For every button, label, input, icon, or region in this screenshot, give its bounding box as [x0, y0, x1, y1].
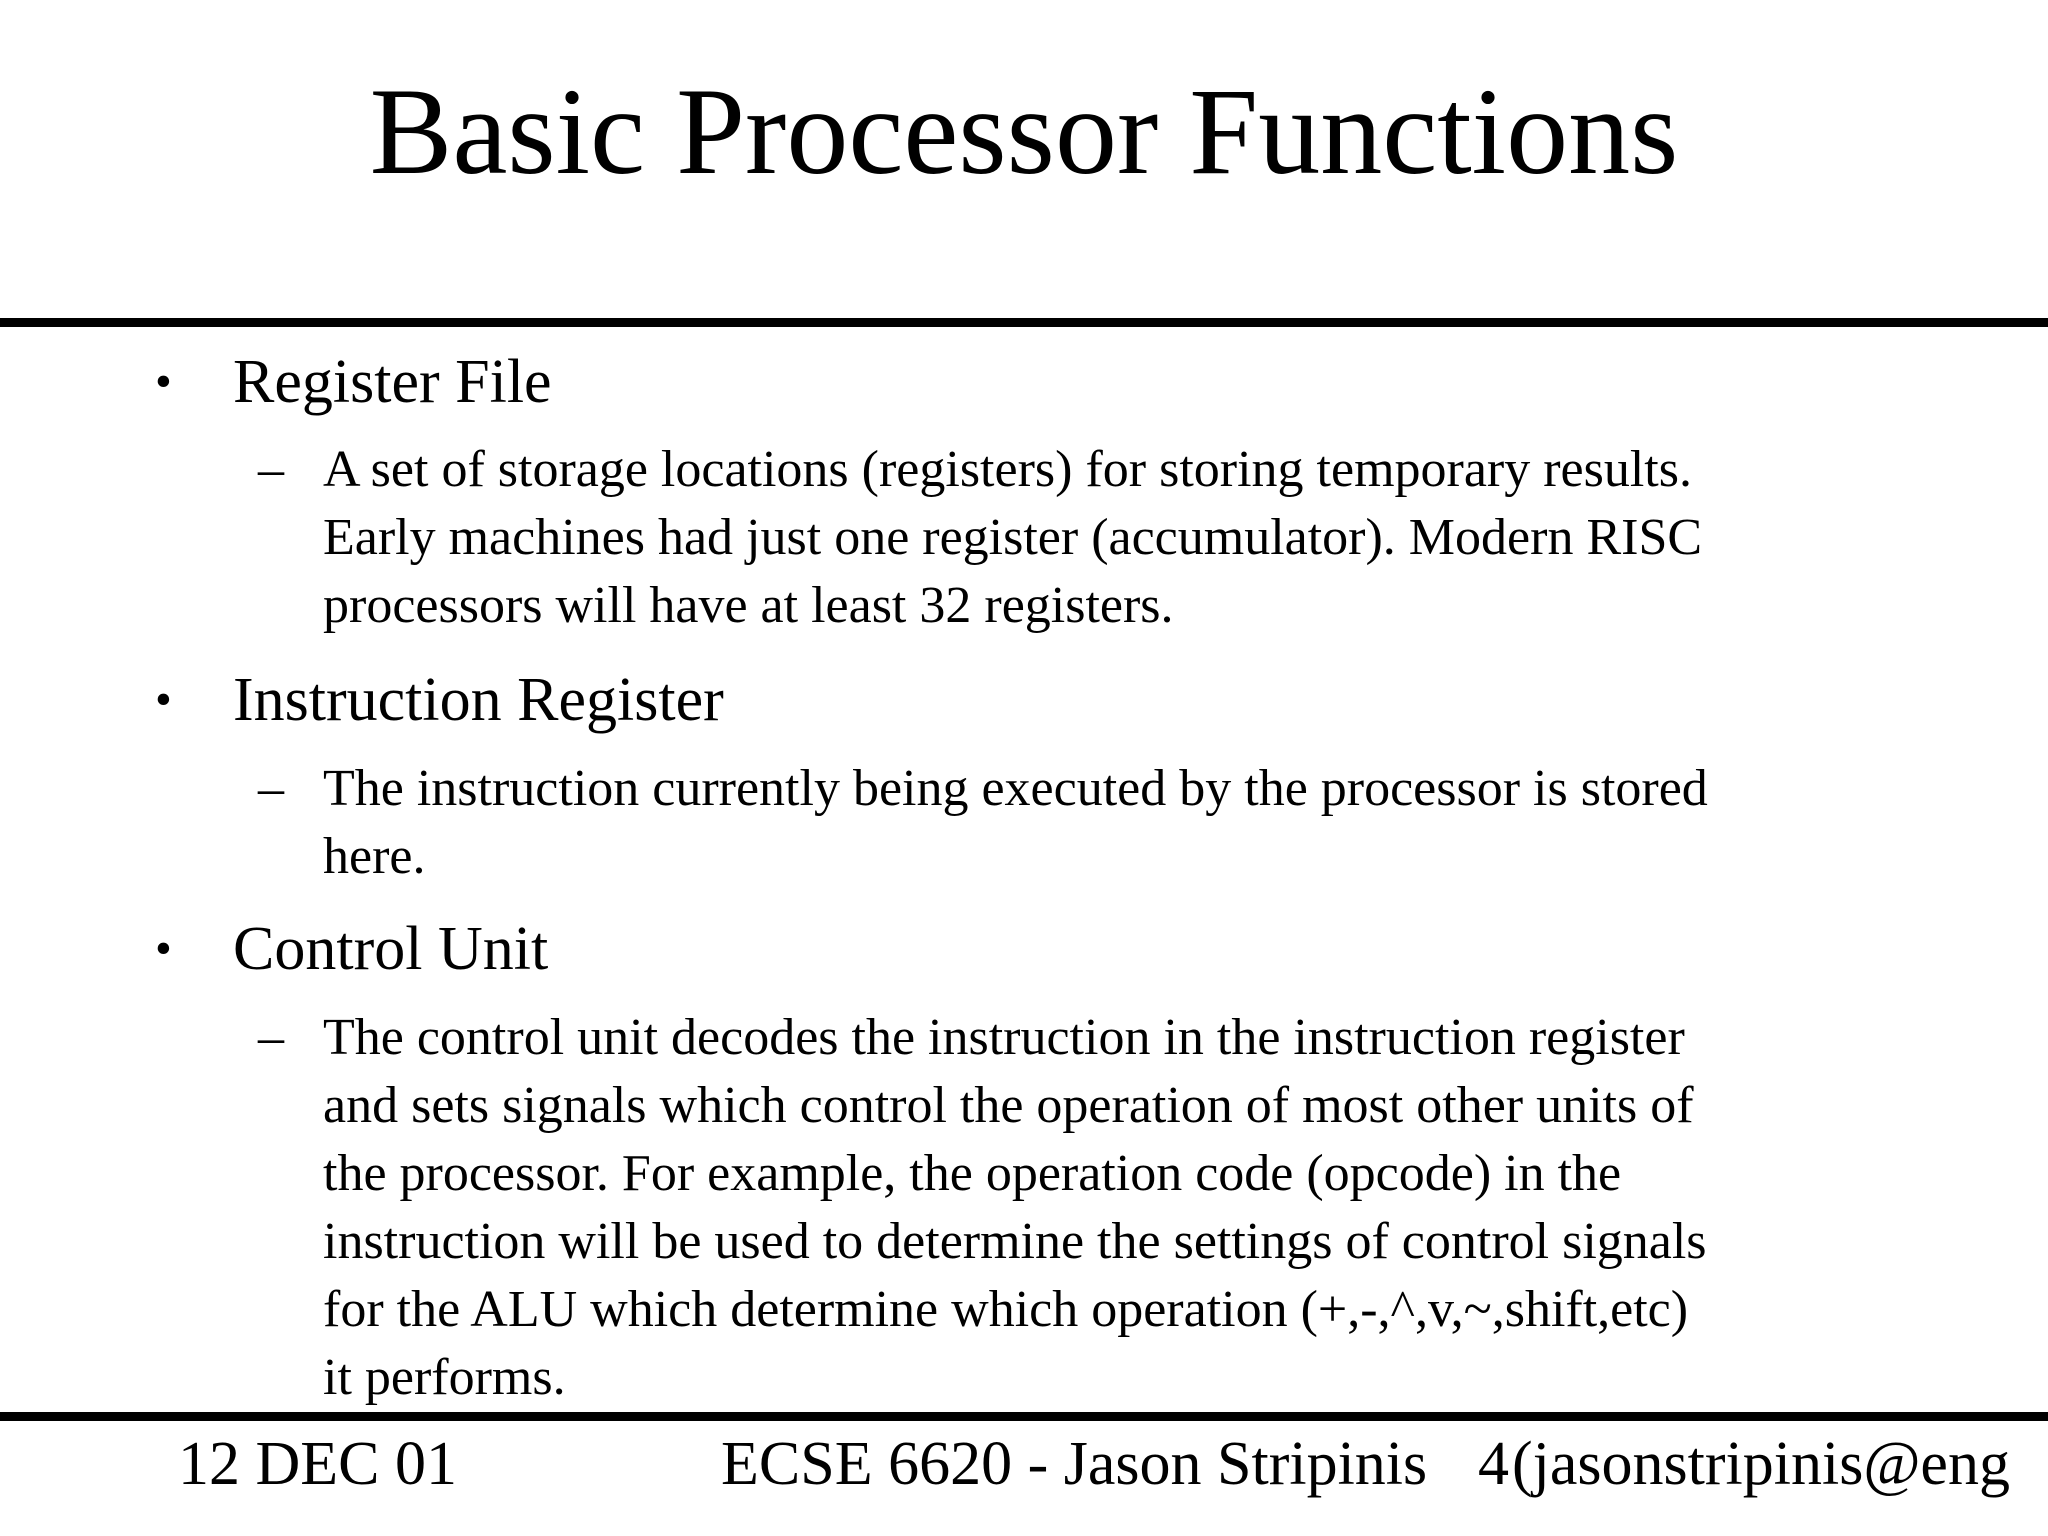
bottom-divider	[0, 1412, 2048, 1421]
footer-email: (jasonstripinis@eng	[1512, 1430, 2010, 1498]
text-line: and sets signals which control the operation of most other units of	[323, 1077, 1694, 1134]
bullet-marker: •	[155, 922, 172, 975]
text-line: instruction will be used to determine the settings of control signals	[323, 1213, 1707, 1270]
footer-date: 12 DEC 01	[178, 1430, 457, 1498]
footer-page-number: 4	[1478, 1430, 1509, 1498]
text-line: The control unit decodes the instruction in the instruction register	[323, 1009, 1685, 1066]
sub-bullet-marker: –	[258, 1009, 284, 1066]
text-line: for the ALU which determine which operation (+,-,^,v,~,shift,etc)	[323, 1281, 1689, 1338]
text-line: it performs.	[323, 1349, 566, 1406]
slide-title: Basic Processor Functions	[369, 63, 1679, 200]
bullet-heading-register-file: Register File	[233, 348, 552, 416]
text-line: Early machines had just one register (accumulator). Modern RISC	[323, 509, 1703, 566]
footer-course-author: ECSE 6620 - Jason Stripinis	[721, 1430, 1428, 1498]
text-line: The instruction currently being executed by the processor is stored	[323, 760, 1708, 817]
text-line: A set of storage locations (registers) for storing temporary results.	[323, 441, 1692, 498]
text-line: here.	[323, 828, 426, 885]
text-line: the processor. For example, the operation code (opcode) in the	[323, 1145, 1622, 1202]
register-file-description	[323, 436, 1883, 640]
control-unit-description	[323, 1004, 1883, 1412]
sub-bullet-marker: –	[258, 760, 284, 817]
text-line: processors will have at least 32 registers.	[323, 577, 1174, 634]
bullet-heading-control-unit: Control Unit	[233, 915, 549, 983]
top-divider	[0, 318, 2048, 327]
bullet-heading-instruction-register: Instruction Register	[233, 666, 724, 734]
sub-bullet-marker: –	[258, 441, 284, 498]
instruction-register-description	[323, 755, 1883, 891]
bullet-marker: •	[155, 673, 172, 726]
bullet-marker: •	[155, 355, 172, 408]
